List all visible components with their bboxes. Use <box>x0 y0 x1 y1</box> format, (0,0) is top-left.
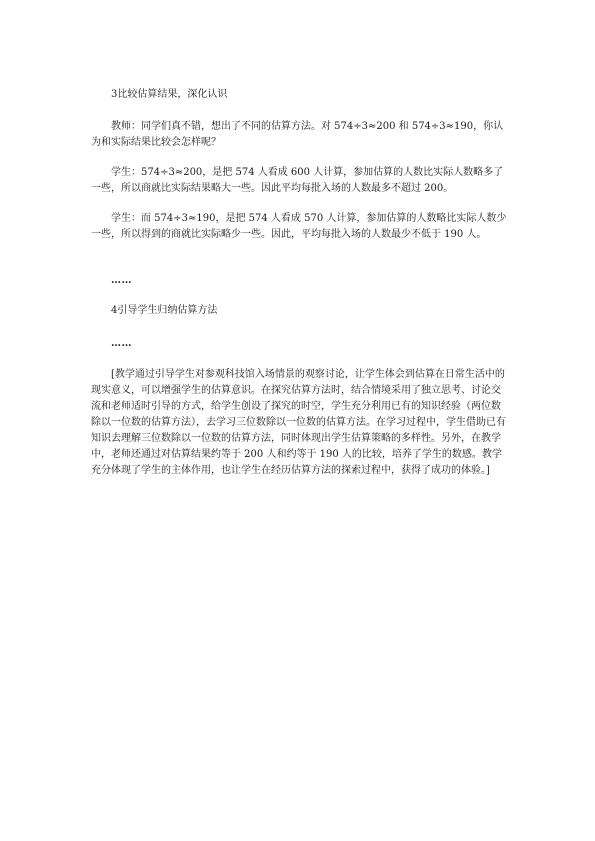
section-heading-3: 3比较估算结果，深化认识 <box>111 89 228 100</box>
teacher-paragraph: 教师：同学们真不错，想出了不同的估算方法。对 574÷3≈200 和 574÷3≈190，你认为和实际结果比较会怎样呢？ <box>91 121 504 148</box>
student-paragraph-2: 学生：而 574÷3≈190，是把 574 人看成 570 人计算，参加估算的人数略比实际人数少一些，所以得到的商就比实际略少一些。因此，平均每批入场的人数最少不低于 190 人。 <box>91 213 507 240</box>
ellipsis-1: …… <box>111 275 132 286</box>
commentary-paragraph: [教学通过引导学生对参观科技馆入场情景的观察讨论，让学生体会到估算在日常生活中的现实意义，可以增强学生的估算意识。在探究估算方法时，结合情境采用了独立思考、讨论交流和老师适时引导的方式，给学生创设了探究的时空，学生充分利用已有的知识经验（两位数除以一位数的估算方法），去学习三位数除以一位数的估算方法。在学习过程中，学生借助已有知识去理解三位数除以一位数的估算方法，同时体现出学生估算策略的多样性。另外，在教学中，老师还通过对估算结果约等于 200 人和约等于 190 人的比较，培养了学生的数感。教学充分体现了学生的主体作用，也让学生在经历估算方法的探索过程中，获得了成功的体验。] <box>91 369 506 476</box>
section-heading-4: 4引导学生归纳估算方法 <box>111 305 218 316</box>
ellipsis-2: …… <box>111 338 132 349</box>
student-paragraph-1: 学生：574÷3≈200，是把 574 人看成 600 人计算，参加估算的人数比实际人数略多了一些，所以商就比实际结果略大一些。因此平均每批入场的人数最多不超过 200。 <box>91 167 504 194</box>
